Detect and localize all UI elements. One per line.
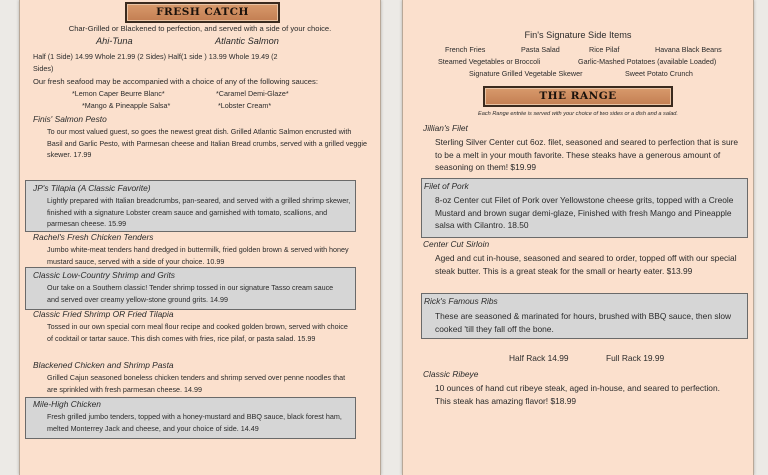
item-name: Classic Ribeye: [423, 369, 479, 379]
sauce-caramel-demi: *Caramel Demi-Glaze*: [216, 89, 289, 98]
fish-prices: Half (1 Side) 14.99 Whole 21.99 (2 Sides) Half(1 side ) 13.99 Whole 19.49 (2: [33, 52, 278, 61]
side-item: French Fries: [445, 45, 486, 54]
menu-page-right: [402, 0, 754, 475]
side-item: Havana Black Beans: [655, 45, 722, 54]
item-name: Blackened Chicken and Shrimp Pasta: [33, 360, 174, 370]
menu-page-left: [19, 0, 381, 475]
item-name: Filet of Pork: [424, 181, 469, 191]
range-note: Each Range entrée is served with your choice of two sides or a dish and a salad.: [478, 111, 678, 117]
side-item: Garlic-Mashed Potatoes (available Loaded): [578, 57, 717, 66]
item-name: Classic Low-Country Shrimp and Grits: [33, 270, 175, 280]
side-item: Signature Grilled Vegetable Skewer: [469, 69, 583, 78]
item-description: Our take on a Southern classic! Tender shrimp tossed in our signature Tasso cream sauce and served over creamy yellow-stone ground grits. 14.99: [47, 283, 334, 304]
item-name: JP's Tilapia (A Classic Favorite): [33, 183, 151, 193]
item-name: Classic Fried Shrimp OR Fried Tilapia: [33, 309, 174, 319]
item-description: To our most valued guest, so goes the newest great dish. Grilled Atlantic Salmon encrusted with Basil and Garlic Pesto, with Parmesan cheese and Italian Bread crumbs, served with a grilled veggie skewer. 17.99: [47, 127, 368, 159]
side-item: Pasta Salad: [521, 45, 560, 54]
ribs-half-rack-price: Half Rack 14.99: [509, 353, 569, 363]
fresh-catch-intro: Char-Grilled or Blackened to perfection, and served with a side of your choice.: [68, 24, 332, 33]
item-description: Tossed in our own special corn meal flour recipe and cooked golden brown, served with choice of cocktail or tartar sauce. This dish comes with fries, rice pilaf, or pasta salad. 15.99: [47, 322, 348, 343]
fish-prices-cont: Sides): [33, 64, 54, 73]
sauce-mango-pineapple: *Mango & Pineapple Salsa*: [82, 101, 171, 110]
item-name: Jillian's Filet: [423, 123, 468, 133]
item-description: 8-oz Center cut Filet of Pork over Yellowstone cheese grits, topped with a Creole Mustard and brown sugar demi-glaze, Finished with fresh Mango and Pineapple salsa with Cilantro. 18.50: [435, 195, 734, 230]
side-item: Sweet Potato Crunch: [625, 69, 693, 78]
item-description: 10 ounces of hand cut ribeye steak, aged in-house, and seared to perfection. This steak has amazing flavor! $18.99: [435, 383, 720, 406]
sauce-lemon-caper: *Lemon Caper Beurre Blanc*: [72, 89, 165, 98]
ribs-full-rack-price: Full Rack 19.99: [606, 353, 665, 363]
fish-ahi-tuna: Ahi-Tuna: [96, 36, 133, 46]
fish-atlantic-salmon: Atlantic Salmon: [215, 36, 279, 46]
side-item: Rice Pilaf: [589, 45, 620, 54]
sauces-intro: Our fresh seafood may be accompanied with a choice of any of the following sauces:: [33, 77, 318, 86]
item-description: These are seasoned & marinated for hours, brushed with BBQ sauce, then slow cooked 'till they fall off the bone.: [435, 311, 732, 334]
item-description: Lightly prepared with Italian breadcrumbs, pan-seared, and served with a grilled shrimp skewer, finished with a signature Lobster cream sauce and garnished with tomato, scallions, and parmesan cheese. 15.99: [47, 196, 351, 228]
sides-title: Fin's Signature Side Items: [524, 30, 632, 40]
fresh-catch-banner: FRESH CATCH: [125, 2, 280, 23]
the-range-banner: THE RANGE: [483, 86, 673, 107]
item-description: Jumbo white-meat tenders hand dredged in buttermilk, fried golden brown & served with honey mustard sauce, served with a side of your choice. 10.99: [47, 245, 349, 266]
item-description: Grilled Cajun seasoned boneless chicken tenders and shrimp served over penne noodles that are sprinkled with fresh parmesan cheese. 14.99: [47, 373, 346, 394]
item-name: Rachel's Fresh Chicken Tenders: [33, 232, 154, 242]
item-name: Center Cut Sirloin: [423, 239, 490, 249]
item-description: Aged and cut in-house, seasoned and seared to order, topped off with our special steak butter. This is a great steak for the small or hearty eater. $13.99: [435, 253, 737, 276]
item-name: Rick's Famous Ribs: [424, 296, 498, 306]
side-item: Steamed Vegetables or Broccoli: [438, 57, 541, 66]
item-name: Mile-High Chicken: [33, 399, 101, 409]
item-name: Finis' Salmon Pesto: [33, 114, 107, 124]
item-description: Sterling Silver Center cut 6oz. filet, seasoned and seared to perfection that is sure to be a melt in your mouth favorite. These steaks have a generous amount of seasoning on them! $19.99: [435, 137, 739, 172]
item-description: Fresh grilled jumbo tenders, topped with a honey-mustard and BBQ sauce, black forest ham, melted Monterrey Jack and cheese, and your choice of side. 14.49: [47, 412, 342, 433]
sauce-lobster-cream: *Lobster Cream*: [218, 101, 272, 110]
